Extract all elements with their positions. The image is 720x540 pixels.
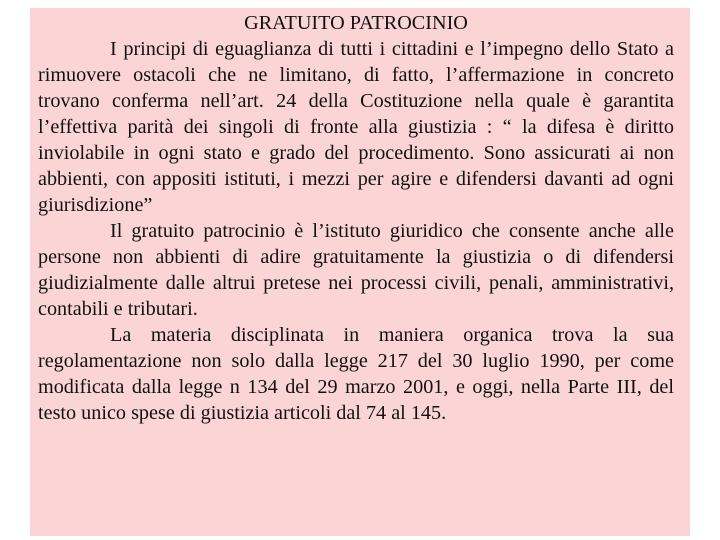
document-body bbox=[38, 8, 674, 426]
paragraph-definition: Il gratuito patrocinio è l’istituto giuridico che consente anche alle persone non abbienti di adire gratuitamente la giustizia o di difendersi giudizialmente dalle altrui pretese nei processi civili, penali, amministrativi, contabili e tributari. bbox=[38, 220, 674, 320]
document-title: GRATUITO PATROCINIO bbox=[244, 12, 468, 34]
slide-background bbox=[30, 8, 690, 536]
paragraph-article-24: I principi di eguaglianza di tutti i cittadini e l’impegno dello Stato a rimuovere ostacoli che ne limitano, di fatto, l’affermazione in concreto trovano conferma nell’art. 24 della Costituzione nella quale è garantita l’effettiva parità dei singoli di fronte alla giustizia : “ la difesa è diritto inviolabile in ogni stato e grado del procedimento. Sono assicurati ai non abbienti, con appositi istituti, i mezzi per agire e difendersi davanti ad ogni giurisdizione” bbox=[38, 38, 674, 216]
paragraph-legislation: La materia disciplinata in maniera organica trova la sua regolamentazione non solo dalla legge 217 del 30 luglio 1990, per come modificata dalla legge n 134 del 29 marzo 2001, e oggi, nella Parte III, del testo unico spese di giustizia articoli dal 74 al 145. bbox=[38, 324, 674, 424]
